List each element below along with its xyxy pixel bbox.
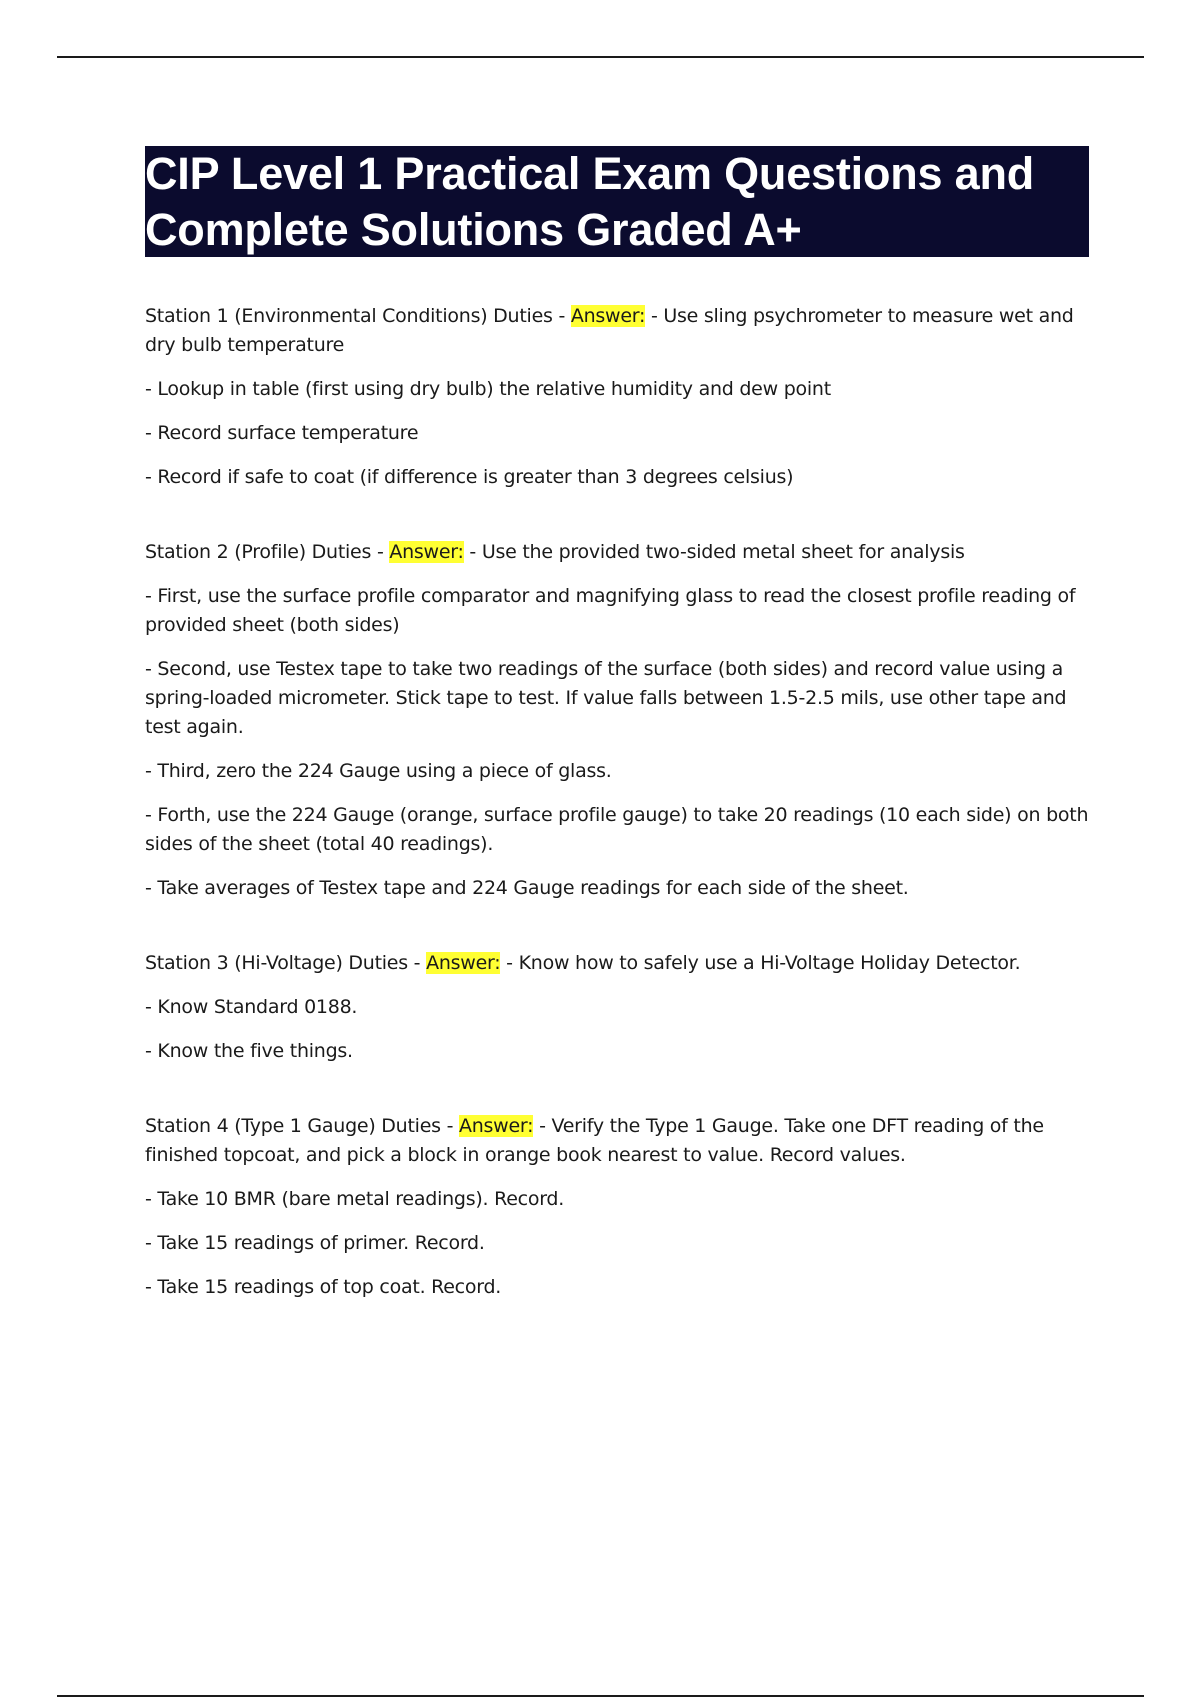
question-text: Station 1 (Environmental Conditions) Duties - [145,305,571,327]
station-4 [145,1112,1089,1302]
footer-rule [57,1695,1144,1697]
document-title-block [145,146,1089,257]
station-question [145,302,1089,360]
station-question [145,1112,1089,1170]
answer-item: - Know the five things. [145,1040,353,1062]
station-question [145,949,1089,978]
answer-item: - Take 15 readings of top coat. Record. [145,1276,502,1298]
answer-item: - Know Standard 0188. [145,996,358,1018]
answer-label-highlight: Answer: [389,541,464,563]
station-question [145,538,1089,567]
question-text: Station 4 (Type 1 Gauge) Duties - [145,1115,459,1137]
answer-item: - Take 15 readings of primer. Record. [145,1232,485,1254]
answer-item: - Take averages of Testex tape and 224 Gauge readings for each side of the sheet. [145,877,909,899]
answer-text: - Use the provided two-sided metal sheet for analysis [463,541,965,563]
answer-item: - Take 10 BMR (bare metal readings). Record. [145,1188,565,1210]
station-3 [145,949,1089,1066]
answer-label-highlight: Answer: [458,1115,534,1137]
answer-item: - Record if safe to coat (if difference is greater than 3 degrees celsius) [145,466,794,488]
answer-label-highlight: Answer: [570,305,646,327]
answer-item: - Second, use Testex tape to take two readings of the surface (both sides) and record value using a spring-loaded micrometer. Stick tape to test. If value falls between 1.5-2.5 mils, use other tape and test again. [145,658,1067,738]
answer-label-highlight: Answer: [426,952,501,974]
answer-item: - Forth, use the 224 Gauge (orange, surface profile gauge) to take 20 readings (10 each side) on both sides of the sheet (total 40 readings). [145,804,1089,855]
answer-item: - Record surface temperature [145,422,419,444]
answer-text: - Use sling psychrometer to measure wet and dry bulb temperature [145,305,1074,356]
station-1 [145,302,1089,492]
answer-text: - Know how to safely use a Hi-Voltage Holiday Detector. [500,952,1021,974]
document-title: CIP Level 1 Practical Exam Questions and Complete Solutions Graded A+ [145,148,1035,255]
answer-item: - Third, zero the 224 Gauge using a piece of glass. [145,760,612,782]
station-2 [145,538,1089,903]
header-rule [57,56,1144,58]
document-body [145,302,1089,1348]
answer-text: - Verify the Type 1 Gauge. Take one DFT reading of the finished topcoat, and pick a block in orange book nearest to value. Record values. [145,1115,1044,1166]
question-text: Station 2 (Profile) Duties - [145,541,390,563]
answer-item: - Lookup in table (first using dry bulb) the relative humidity and dew point [145,378,831,400]
answer-item: - First, use the surface profile comparator and magnifying glass to read the closest profile reading of provided sheet (both sides) [145,585,1076,636]
question-text: Station 3 (Hi-Voltage) Duties - [145,952,427,974]
